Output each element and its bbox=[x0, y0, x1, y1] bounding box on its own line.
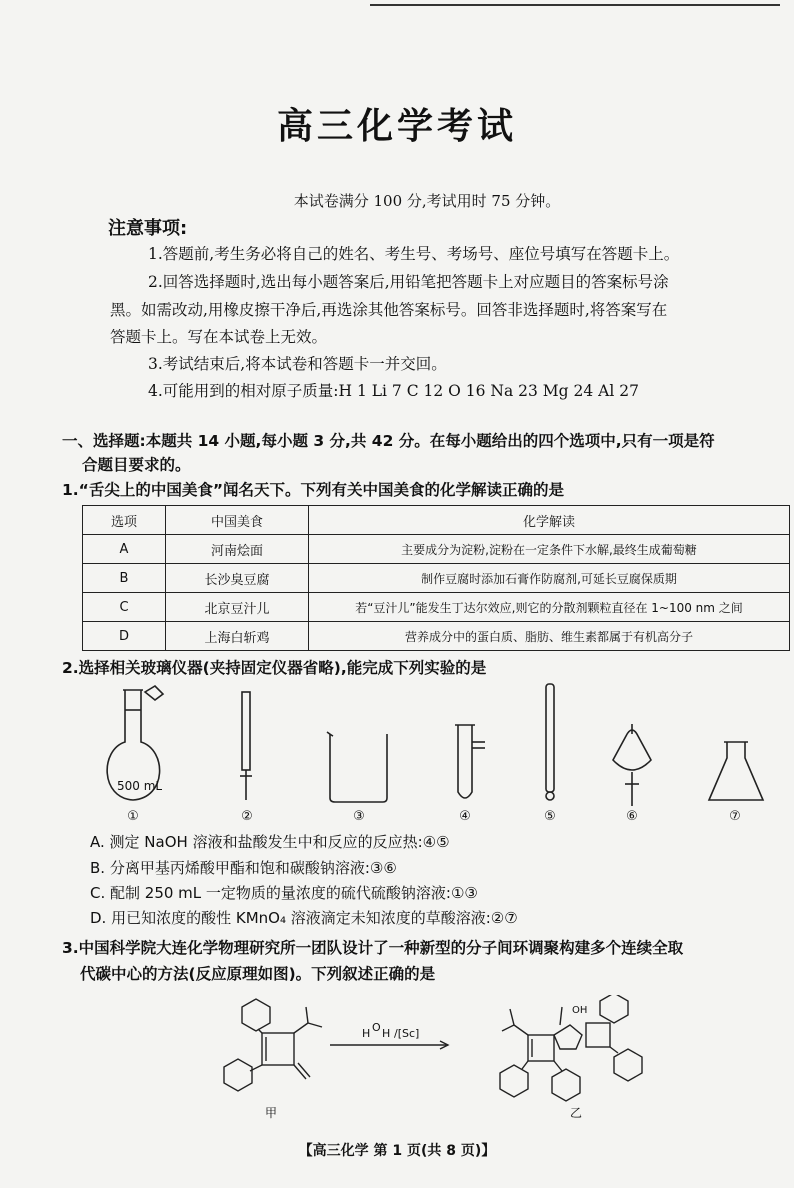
glassware-figure bbox=[95, 680, 775, 825]
question-1-stem: 1.“舌尖上的中国美食”闻名天下。下列有关中国美食的化学解读正确的是 bbox=[62, 481, 565, 499]
table-header: 化学解读 bbox=[309, 506, 790, 535]
food-table bbox=[82, 505, 790, 651]
table-header: 选项 bbox=[83, 506, 166, 535]
question-3-stem: 3.中国科学院大连化学物理研究所一团队设计了一种新型的分子间环调聚构建多个连续全取 bbox=[62, 939, 684, 957]
item-number: ⑦ bbox=[729, 809, 741, 824]
table-cell: 若“豆汁儿”能发生丁达尔效应,则它的分散剂颗粒直径在 1~100 nm 之间 bbox=[309, 593, 790, 622]
burette-icon bbox=[240, 692, 252, 800]
section-line: 合题目要求的。 bbox=[82, 456, 191, 474]
table-cell: B bbox=[83, 564, 166, 593]
product-label: 乙 bbox=[570, 1106, 583, 1120]
item-number: ⑥ bbox=[626, 809, 638, 824]
note-line: 黑。如需改动,用橡皮擦干净后,再选涂其他答案标号。回答非选择题时,将答案写在 bbox=[110, 301, 668, 319]
note-line: 1.答题前,考生务必将自己的姓名、考生号、考场号、座位号填写在答题卡上。 bbox=[148, 245, 680, 263]
table-cell: A bbox=[83, 535, 166, 564]
note-line: 答题卡上。写在本试卷上无效。 bbox=[110, 328, 328, 346]
item-number: ① bbox=[127, 809, 139, 824]
item-number: ④ bbox=[459, 809, 471, 824]
thermometer-icon bbox=[546, 684, 554, 800]
q2-option-c: C. 配制 250 mL 一定物质的量浓度的硫代硫酸钠溶液:①③ bbox=[90, 884, 478, 902]
table-cell: 河南烩面 bbox=[166, 535, 309, 564]
note-line: 2.回答选择题时,选出每小题答案后,用铅笔把答题卡上对应题目的答案标号涂 bbox=[148, 273, 669, 291]
reactant-label: 甲 bbox=[265, 1106, 278, 1120]
beaker-icon bbox=[327, 732, 387, 802]
table-cell: 营养成分中的蛋白质、脂肪、维生素都属于有机高分子 bbox=[309, 622, 790, 651]
separatory-funnel-icon bbox=[613, 724, 651, 806]
item-number: ⑤ bbox=[544, 809, 556, 824]
table-cell: 北京豆汁儿 bbox=[166, 593, 309, 622]
section-heading bbox=[62, 429, 794, 477]
table-row bbox=[83, 622, 790, 651]
q2-option-b: B. 分离甲基丙烯酸甲酯和饱和碳酸钠溶液:③⑥ bbox=[90, 859, 397, 877]
table-cell: 上海白斩鸡 bbox=[166, 622, 309, 651]
reactant-structure-icon bbox=[224, 999, 322, 1091]
table-cell: C bbox=[83, 593, 166, 622]
product-structure-icon bbox=[500, 995, 642, 1101]
item-number: ② bbox=[241, 809, 253, 824]
question-3-stem: 代碳中心的方法(反应原理如图)。下列叙述正确的是 bbox=[80, 965, 436, 983]
table-cell: 长沙臭豆腐 bbox=[166, 564, 309, 593]
reagent-o: O bbox=[372, 1021, 381, 1034]
page-footer: 【高三化学 第 1 页(共 8 页)】 bbox=[298, 1143, 496, 1159]
page-title: 高三化学考试 bbox=[276, 106, 517, 147]
table-row bbox=[83, 564, 790, 593]
oh-label: OH bbox=[572, 1005, 588, 1016]
flask-volume-label: 500 mL bbox=[117, 779, 163, 793]
note-line: 4.可能用到的相对原子质量:H 1 Li 7 C 12 O 16 Na 23 Mg 24 Al 27 bbox=[148, 382, 639, 400]
section-line: 一、选择题:本题共 14 小题,每小题 3 分,共 42 分。在每小题给出的四个选项中,只有一项是符 bbox=[62, 432, 715, 450]
item-number: ③ bbox=[353, 809, 365, 824]
table-row bbox=[83, 593, 790, 622]
reagent-catalyst: /[Sc] bbox=[394, 1027, 420, 1040]
conical-flask-icon bbox=[709, 742, 763, 800]
q2-option-a: A. 测定 NaOH 溶液和盐酸发生中和反应的反应热:④⑤ bbox=[90, 833, 450, 851]
reaction-scheme bbox=[210, 995, 730, 1130]
question-2-stem: 2.选择相关玻璃仪器(夹持固定仪器省略),能完成下列实验的是 bbox=[62, 659, 487, 677]
top-rule bbox=[370, 4, 780, 6]
exam-info: 本试卷满分 100 分,考试用时 75 分钟。 bbox=[293, 192, 561, 210]
table-header-row bbox=[83, 506, 790, 535]
table-cell: 制作豆腐时添加石膏作防腐剂,可延长豆腐保质期 bbox=[309, 564, 790, 593]
side-arm-tube-icon bbox=[455, 725, 485, 798]
table-row bbox=[83, 535, 790, 564]
q2-option-d: D. 用已知浓度的酸性 KMnO₄ 溶液滴定未知浓度的草酸溶液:②⑦ bbox=[90, 909, 518, 927]
table-header: 中国美食 bbox=[166, 506, 309, 535]
notes-heading: 注意事项: bbox=[108, 218, 188, 239]
table-cell: D bbox=[83, 622, 166, 651]
note-line: 3.考试结束后,将本试卷和答题卡一并交回。 bbox=[148, 355, 447, 373]
table-cell: 主要成分为淀粉,淀粉在一定条件下水解,最终生成葡萄糖 bbox=[309, 535, 790, 564]
reagent-h: H bbox=[382, 1027, 391, 1040]
reagent-h: H bbox=[362, 1027, 371, 1040]
